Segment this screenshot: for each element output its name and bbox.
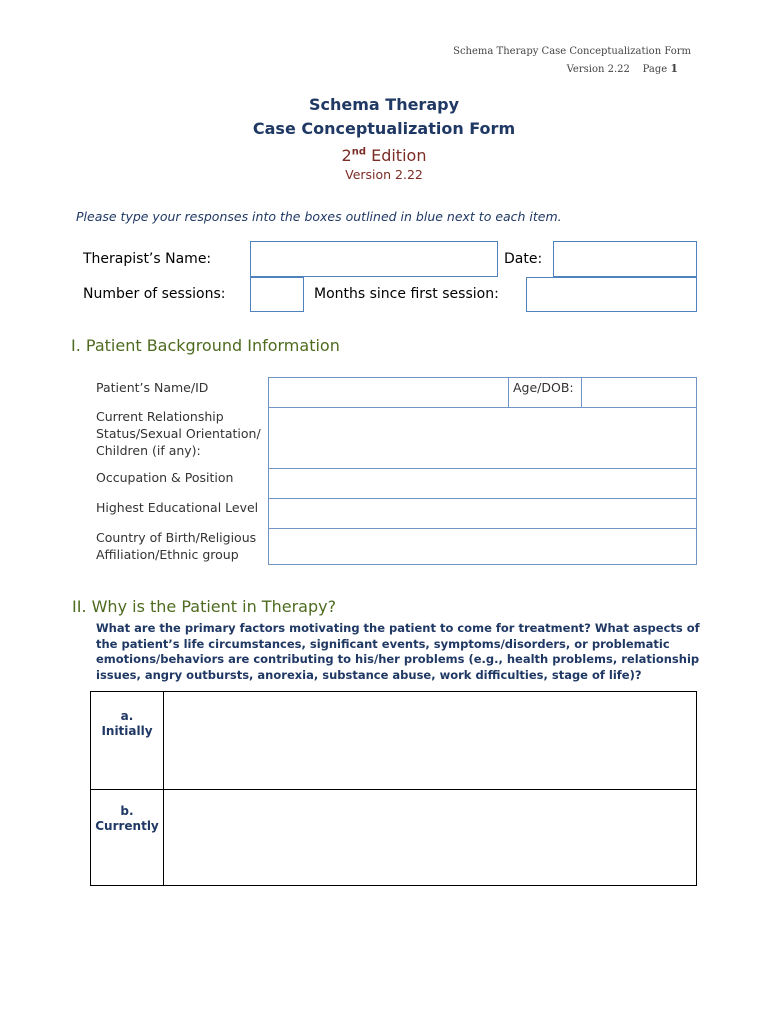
months-label: Months since first session: [314,286,499,302]
education-field[interactable] [268,498,697,529]
sessions-label: Number of sessions: [83,286,226,302]
header-page-number: 1 [670,62,678,75]
question-line3: emotions/behaviors are contributing to his/her problems (e.g., health problems, relationship [96,652,700,666]
row-a-response-field[interactable] [163,691,697,790]
edition-word: Edition [371,146,427,165]
edition [0,146,768,165]
row-a-letter: a. [120,709,134,723]
relationship-label-line2: Status/Sexual Orientation/ [96,426,261,441]
relationship-label [96,408,261,459]
question-line2: the patient’s life circumstances, significant events, symptoms/disorders, or problematic [96,636,670,651]
occupation-label: Occupation & Position [96,470,234,485]
title-line2: Case Conceptualization Form [252,119,516,138]
relationship-field[interactable] [268,407,697,469]
country-label-line2: Affiliation/Ethnic group [96,547,239,562]
education-label: Highest Educational Level [96,500,259,515]
row-a-label-cell [90,691,164,790]
relationship-label-line1: Current Relationship [96,409,224,424]
section2-heading: II. Why is the Patient in Therapy? [72,597,337,616]
header-page-label: Page [642,64,668,75]
row-b-response-field[interactable] [163,789,697,886]
title-version: Version 2.22 [345,167,423,182]
date-label: Date: [504,251,543,267]
age-dob-field[interactable] [581,377,697,408]
patient-name-label: Patient’s Name/ID [96,380,209,395]
country-label-line1: Country of Birth/Religious [96,530,257,545]
question-line4: issues, angry outbursts, anorexia, substance abuse, work difficulties, stage of life)? [96,667,642,682]
header-version-page [400,62,678,75]
country-field[interactable] [268,528,697,565]
section1-heading: I. Patient Background Information [71,336,340,355]
patient-name-field[interactable] [268,377,509,408]
row-a-label [90,709,164,739]
therapist-name-label: Therapist’s Name: [83,251,212,267]
header-form-name: Schema Therapy Case Conceptualization Form [453,46,691,57]
title-line1: Schema Therapy [308,95,459,114]
age-dob-label: Age/DOB: [513,380,574,395]
row-b-label [90,804,164,834]
occupation-field[interactable] [268,468,697,499]
country-label [96,529,256,563]
row-b-letter: b. [120,804,134,818]
sessions-field[interactable] [250,277,304,312]
row-b-text: Currently [95,819,159,833]
therapist-name-field[interactable] [250,241,498,277]
section2-question [96,621,706,683]
edition-number: 2 [341,146,352,165]
edition-suffix: nd [351,146,366,158]
date-field[interactable] [553,241,697,277]
months-field[interactable] [526,277,697,312]
header-version: Version 2.22 [566,64,630,75]
relationship-label-line3: Children (if any): [96,443,201,458]
row-a-text: Initially [101,724,153,738]
instructions: Please type your responses into the boxes outlined in blue next to each item. [76,209,562,224]
question-line1: What are the primary factors motivating the patient to come for treatment? What aspects of [96,621,700,635]
